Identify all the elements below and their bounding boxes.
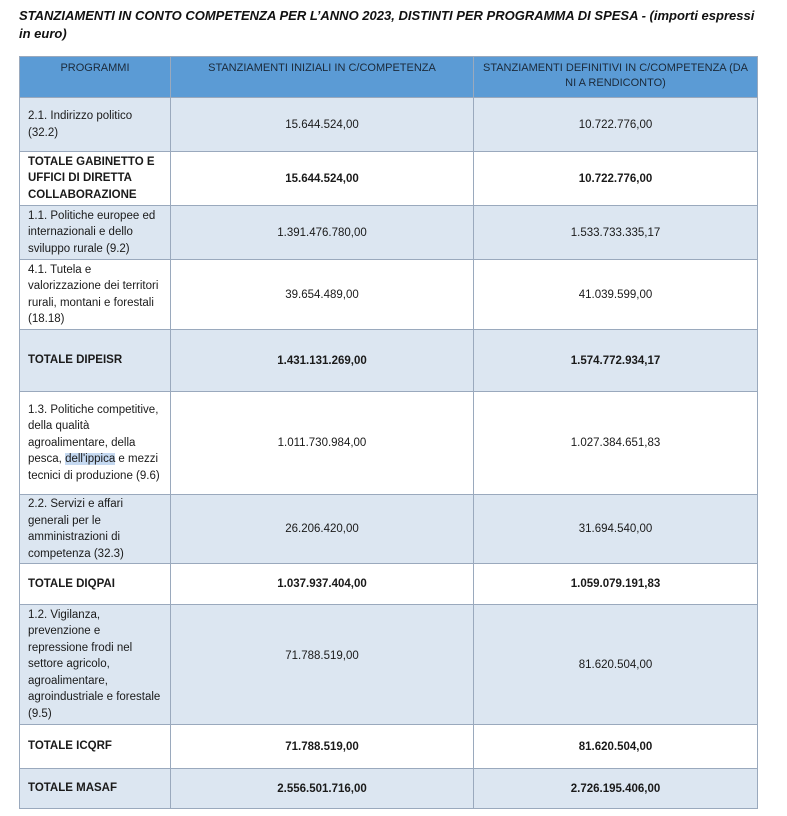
cell-programma: 4.1. Tutela e valorizzazione dei territori rurali, montani e forestali (18.18) <box>20 260 171 330</box>
table-row-total <box>20 769 758 809</box>
cell-iniziali: 71.788.519,00 <box>171 605 474 725</box>
cell-programma <box>20 392 171 495</box>
programma-text: 1.3. Politiche competitive, della qualità agroalimentare, della pesca, <box>28 403 159 466</box>
cell-iniziali: 15.644.524,00 <box>171 98 474 152</box>
cell-iniziali: 2.556.501.716,00 <box>171 769 474 809</box>
cell-iniziali: 1.391.476.780,00 <box>171 206 474 260</box>
cell-programma: TOTALE ICQRF <box>20 725 171 769</box>
table-row <box>20 605 758 725</box>
cell-definitivi: 41.039.599,00 <box>474 260 758 330</box>
cell-definitivi: 1.059.079.191,83 <box>474 564 758 605</box>
cell-iniziali: 39.654.489,00 <box>171 260 474 330</box>
header-stanziamenti-iniziali: STANZIAMENTI INIZIALI IN C/COMPETENZA <box>171 57 474 98</box>
text-selection-highlight: dell'ippica <box>65 453 116 466</box>
cell-programma: TOTALE GABINETTO E UFFICI DI DIRETTA COLLABORAZIONE <box>20 152 171 206</box>
table-header-row <box>20 57 758 98</box>
cell-iniziali: 1.037.937.404,00 <box>171 564 474 605</box>
cell-definitivi: 81.620.504,00 <box>474 725 758 769</box>
cell-iniziali: 71.788.519,00 <box>171 725 474 769</box>
header-stanziamenti-definitivi: STANZIAMENTI DEFINITIVI IN C/COMPETENZA (DA NI A RENDICONTO) <box>474 57 758 98</box>
cell-definitivi: 1.533.733.335,17 <box>474 206 758 260</box>
cell-iniziali: 1.011.730.984,00 <box>171 392 474 495</box>
cell-iniziali: 1.431.131.269,00 <box>171 330 474 392</box>
cell-programma: 1.1. Politiche europee ed internazionali e dello sviluppo rurale (9.2) <box>20 206 171 260</box>
table-row-total <box>20 152 758 206</box>
cell-definitivi: 10.722.776,00 <box>474 98 758 152</box>
cell-programma: 2.2. Servizi e affari generali per le amministrazioni di competenza (32.3) <box>20 495 171 564</box>
table-row-total <box>20 564 758 605</box>
cell-iniziali: 15.644.524,00 <box>171 152 474 206</box>
cell-programma: TOTALE DIQPAI <box>20 564 171 605</box>
cell-definitivi: 81.620.504,00 <box>474 605 758 725</box>
table-row <box>20 392 758 495</box>
table-row <box>20 98 758 152</box>
cell-definitivi: 2.726.195.406,00 <box>474 769 758 809</box>
cell-definitivi: 1.574.772.934,17 <box>474 330 758 392</box>
cell-programma: TOTALE MASAF <box>20 769 171 809</box>
cell-definitivi: 31.694.540,00 <box>474 495 758 564</box>
cell-programma: TOTALE DIPEISR <box>20 330 171 392</box>
table-row <box>20 206 758 260</box>
header-programmi: PROGRAMMI <box>20 57 171 98</box>
cell-definitivi: 10.722.776,00 <box>474 152 758 206</box>
cell-iniziali: 26.206.420,00 <box>171 495 474 564</box>
cell-programma: 1.2. Vigilanza, prevenzione e repressione frodi nel settore agricolo, agroalimentare, agroindustriale e forestale (9.5) <box>20 605 171 725</box>
document-title: STANZIAMENTI IN CONTO COMPETENZA PER L’ANNO 2023, DISTINTI PER PROGRAMMA DI SPESA - (importi espressi in euro) <box>19 8 755 41</box>
cell-programma: 2.1. Indirizzo politico (32.2) <box>20 98 171 152</box>
table-row <box>20 260 758 330</box>
budget-table <box>19 56 758 809</box>
cell-definitivi: 1.027.384.651,83 <box>474 392 758 495</box>
table-row-total <box>20 725 758 769</box>
table-row <box>20 495 758 564</box>
table-row-total <box>20 330 758 392</box>
programma-text: e mezzi tecnici di produzione (9.6) <box>28 453 160 482</box>
